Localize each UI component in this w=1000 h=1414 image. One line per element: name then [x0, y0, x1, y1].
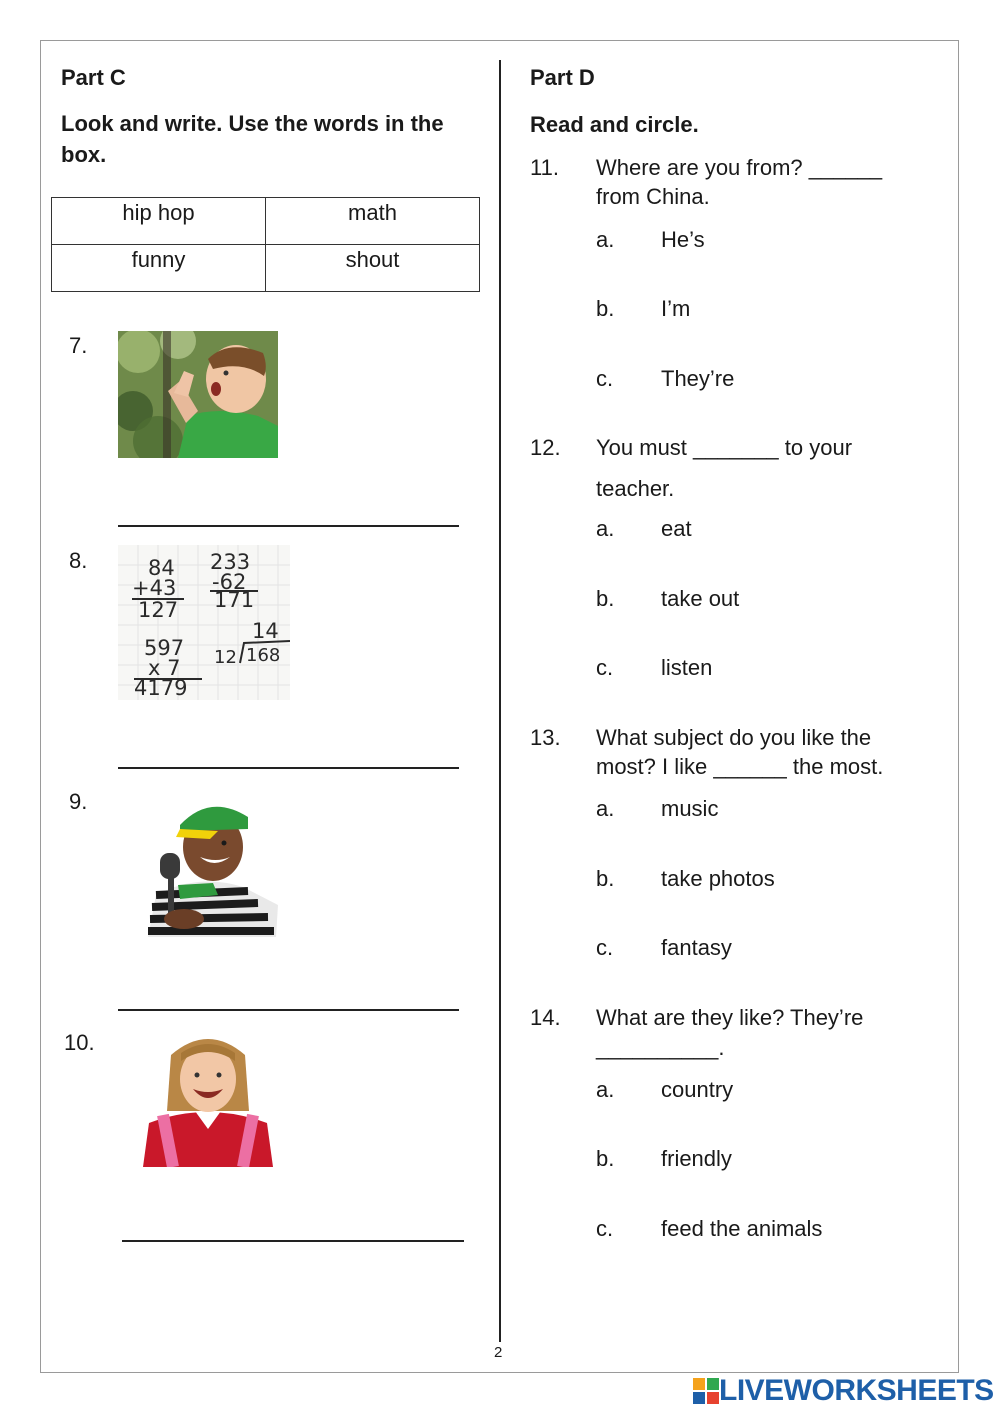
math-digit: 127 — [138, 598, 179, 622]
question-text-line1: What subject do you like the — [596, 725, 872, 750]
liveworksheets-logo-icon — [693, 1378, 719, 1404]
question-text-line1: You must _______ to your — [596, 435, 853, 460]
word-box-cell: hip hop — [52, 198, 266, 245]
question-text-line2: most? I like ______ the most. — [596, 754, 884, 779]
math-digit: 171 — [214, 588, 255, 612]
question-number: 13. — [530, 725, 561, 750]
option-letter: c. — [596, 366, 614, 391]
math-digit: 12 — [214, 647, 237, 668]
option-letter: a. — [596, 796, 615, 821]
word-box-cell: shout — [266, 245, 480, 292]
part-c-title: Part C — [61, 65, 126, 90]
option-text[interactable]: I’m — [661, 296, 691, 321]
page-number: 2 — [494, 1344, 503, 1361]
option-letter: b. — [596, 1146, 615, 1171]
part-d-title: Part D — [530, 65, 595, 90]
liveworksheets-logo-text: LIVEWORKSHEETS — [719, 1374, 994, 1407]
option-text[interactable]: They’re — [661, 366, 735, 391]
question-text-line1: What are they like? They’re — [596, 1005, 864, 1030]
option-text[interactable]: take out — [661, 586, 740, 611]
option-text[interactable]: friendly — [661, 1146, 732, 1171]
option-letter: b. — [596, 586, 615, 611]
answer-line-10[interactable] — [122, 1240, 464, 1242]
question-text-line2: __________. — [596, 1035, 725, 1060]
word-box-row — [52, 198, 480, 245]
option-text[interactable]: listen — [661, 655, 713, 680]
part-d-instruction: Read and circle. — [530, 112, 699, 137]
math-digit: 4179 — [134, 676, 188, 700]
laughing-girl-picture — [143, 1031, 273, 1167]
question-text-line2: from China. — [596, 184, 710, 209]
item-number-8: 8. — [69, 548, 88, 573]
question-text-line2: teacher. — [596, 476, 675, 501]
option-text[interactable]: take photos — [661, 866, 775, 891]
math-picture — [118, 545, 290, 700]
question-text-line1: Where are you from? ______ — [596, 155, 883, 180]
word-box-cell: math — [266, 198, 480, 245]
math-digit: 597 — [144, 636, 185, 660]
word-box-row — [52, 245, 480, 292]
option-text[interactable]: country — [661, 1077, 734, 1102]
option-text[interactable]: eat — [661, 516, 692, 541]
option-letter: c. — [596, 1216, 614, 1241]
option-text[interactable]: music — [661, 796, 719, 821]
item-number-10: 10. — [64, 1030, 95, 1055]
math-digit: 84 — [148, 556, 175, 580]
item-number-7: 7. — [69, 333, 88, 358]
answer-line-7[interactable] — [118, 525, 459, 527]
math-digit: +43 — [132, 576, 177, 600]
part-c-instruction-line1: Look and write. Use the words in the — [61, 111, 444, 136]
answer-line-8[interactable] — [118, 767, 459, 769]
word-box — [51, 197, 480, 292]
option-text[interactable]: fantasy — [661, 935, 732, 960]
math-digit: 233 — [210, 550, 251, 574]
shouting-boy-picture — [118, 331, 278, 458]
option-text[interactable]: He’s — [661, 227, 705, 252]
math-digit: 14 — [252, 619, 279, 643]
option-letter: c. — [596, 655, 614, 680]
answer-line-9[interactable] — [118, 1009, 459, 1011]
item-number-9: 9. — [69, 789, 88, 814]
option-letter: a. — [596, 516, 615, 541]
option-letter: b. — [596, 296, 615, 321]
option-letter: a. — [596, 227, 615, 252]
liveworksheets-logo[interactable] — [693, 1373, 994, 1409]
math-digit: 168 — [246, 645, 281, 666]
question-number: 14. — [530, 1005, 561, 1030]
question-number: 12. — [530, 435, 561, 460]
column-divider — [499, 60, 501, 1342]
math-digit: -62 — [212, 570, 247, 594]
option-text[interactable]: feed the animals — [661, 1216, 823, 1241]
option-letter: b. — [596, 866, 615, 891]
option-letter: a. — [596, 1077, 615, 1102]
question-number: 11. — [530, 155, 559, 180]
math-digit: x 7 — [148, 656, 181, 680]
part-c-instruction-line2: box. — [61, 142, 107, 167]
hip-hop-singer-picture — [118, 795, 281, 937]
word-box-cell: funny — [52, 245, 266, 292]
option-letter: c. — [596, 935, 614, 960]
